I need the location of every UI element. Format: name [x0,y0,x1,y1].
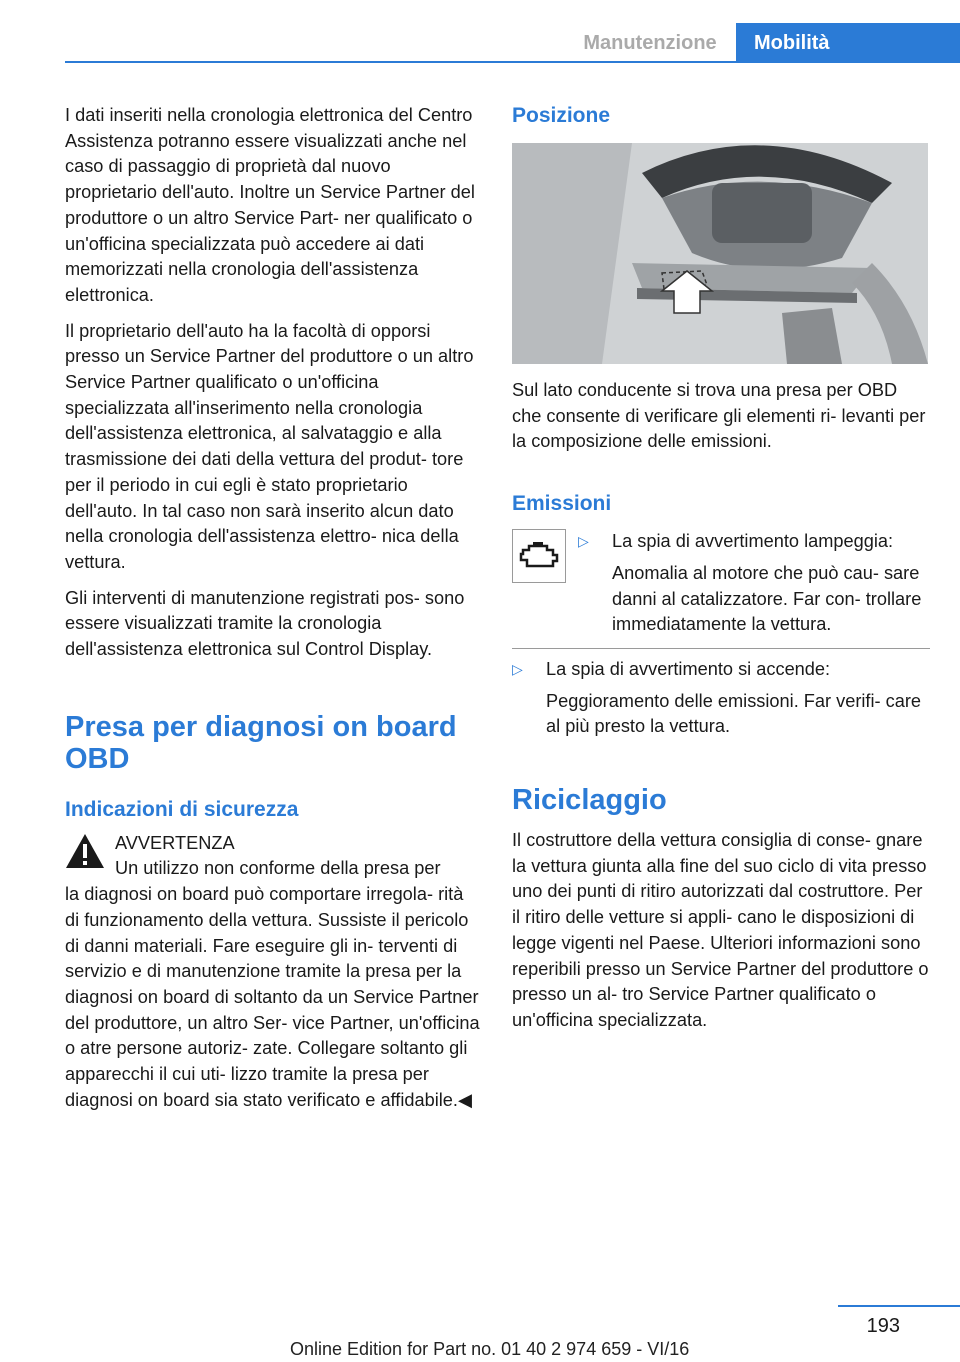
obd-location-photo [512,143,928,364]
separator [512,648,930,649]
bullet-1-text: Anomalia al motore che può cau‐ sare danni al catalizzatore. Far con‐ trollare immediatamente la vettura. [612,562,922,635]
warning-triangle-icon [65,833,105,869]
left-column [65,103,480,1124]
tab-mobilita[interactable]: Mobilità [736,23,960,63]
header-rule [65,61,960,63]
warning-block [65,831,480,1114]
bullet-lit [512,657,930,740]
paragraph-3: Gli interventi di manutenzione registrati pos‐ sono essere visualizzati tramite la cronologia dell'assistenza elettronica sul Control Display. [65,587,465,660]
section-title-obd: Presa per diagnosi on board OBD [65,710,457,775]
edition-footer: Online Edition for Part no. 01 40 2 974 659 - VI/16 [290,1339,690,1359]
warning-text: la diagnosi on board può comportare irregola‐ rità di funzionamento della vettura. Sussiste il pericolo di danni materiali. Fare eseguire gli in‐ terventi di servizio e di manutenzione tramite la presa per la diagnosi on board di soltanto da un Service Partner del produttore, un altro Ser‐ vice Partner, un'officina o atre persone autoriz‐ zate. Collegare soltanto gli apparecchi il cui uti‐ lizzo tramite la presa per diagnosi on board sia stato verificato e affidabile.◀ [65,884,480,1110]
heading-emissions: Emissioni [512,492,612,516]
right-column [512,103,930,1044]
bullet-2-title: La spia di avvertimento si accende: [546,658,831,679]
check-engine-icon [513,530,565,582]
bullet-triangle-icon: ▷ [512,660,523,677]
footer-rule [838,1305,960,1307]
bullet-1-title: La spia di avvertimento lampeggia: [612,531,894,552]
warning-text-lead: Un utilizzo non conforme della presa per [115,858,441,879]
recycling-paragraph: Il costruttore della vettura consiglia di conse‐ gnare la vettura giunta alla fine del suo ciclo di vita presso uno dei punti di ritiro autorizzati dal costruttore. Per il ritiro delle vetture si appli‐ cano le disposizioni di legge vigenti nel Paese. Ulteriori informazioni sono reperibili presso un Service Partner del produttore o presso un al‐ tro Service Partner qualificato o un'officina specializzata. [512,830,929,1030]
page-number: 193 [866,1315,900,1337]
engine-warning-icon-box [512,529,566,583]
subsection-safety: Indicazioni di sicurezza [65,797,299,821]
section-title-recycling: Riciclaggio [512,784,667,817]
position-paragraph: Sul lato conducente si trova una presa per OBD che consente di verificare gli elementi ri‐ levanti per la composizione delle emissioni. [512,380,926,452]
bullet-triangle-icon: ▷ [578,533,589,550]
heading-position: Posizione [512,104,611,127]
tab-manutenzione[interactable]: Manutenzione [583,32,717,54]
bullet-blinking [578,529,930,638]
paragraph-1: I dati inseriti nella cronologia elettronica del Centro Assistenza potranno essere visualizzati anche nel caso di passaggio di proprietà dal nuovo proprietario dell'auto. Inoltre un Service Partner del produttore o un altro Service Part‐ ner qualificato o un'officina specializzata può accedere ai dati memorizzati nella cronologia dell'assistenza elettronica. [65,105,475,305]
paragraph-2: Il proprietario dell'auto ha la facoltà di opporsi presso un Service Partner del produttore o un altro Service Partner qualificato o un'officina specializzata all'inserimento nella cronologia dell'assistenza elettronica, al salvataggio e alla trasmissione dei dati della vettura del produt‐ tore per il periodo in cui egli è stato proprietario dell'auto. In tal caso non sarà inserito alcun dato nella cronologia dell'assistenza elettro‐ nica della vettura. [65,320,474,572]
warning-title: AVVERTENZA [115,832,235,853]
bullet-2-text: Peggioramento delle emissioni. Far verifi‐ care al più presto la vettura. [546,690,922,737]
emissions-item-1 [512,529,930,638]
